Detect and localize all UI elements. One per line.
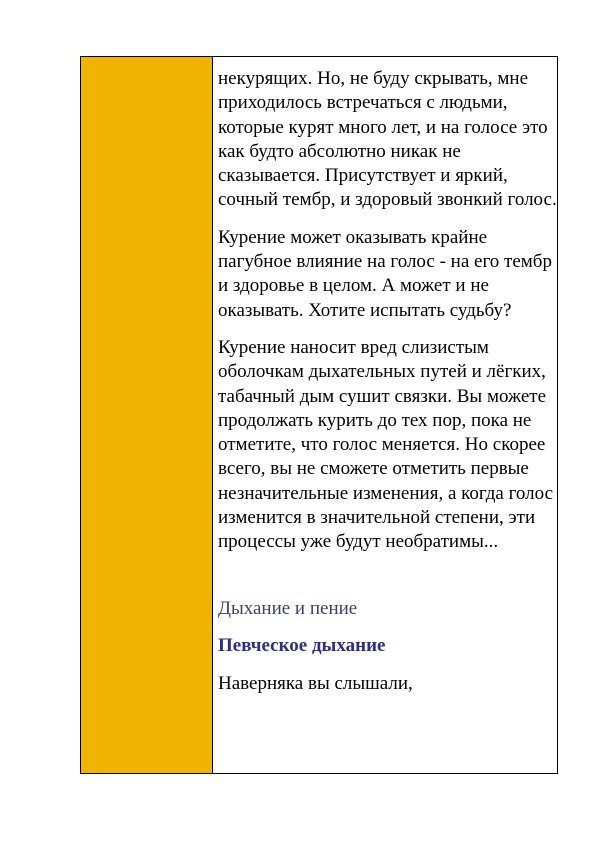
subsection-heading: Певческое дыхание (218, 634, 386, 656)
body-paragraph-1: некурящих. Но, не буду скрывать, мне приходилось встречаться с людьми, которые курят много лет, и на голосе это как будто абсолютно никак не сказывается. Присутствует и яркий, сочный тембр, и здоровый звонкий голос. (218, 68, 557, 211)
body-paragraph-3: Курение наносит вред слизистым оболочкам дыхательных путей и лёгких, табачный дым сушит связки. Вы можете продолжать курить до тех пор, пока не отметите, что голос меняется. Но скорее всего, вы не сможете отметить первые незначительные изменения, а когда голос изменится в значительной степени, эти процессы уже будут необратимы... (218, 336, 554, 553)
section-spacer (218, 568, 557, 597)
body-paragraph-2: Курение может оказывать крайне пагубное влияние на голос - на его тембр и здоровье в целом. А может и не оказывать. Хотите испытать судьбу? (218, 226, 552, 321)
text-column (213, 57, 557, 773)
section-heading: Дыхание и пение (218, 597, 358, 619)
decorative-side-band (81, 57, 213, 773)
body-paragraph-4: Наверняка вы слышали, (218, 673, 413, 695)
document-table (80, 56, 558, 774)
